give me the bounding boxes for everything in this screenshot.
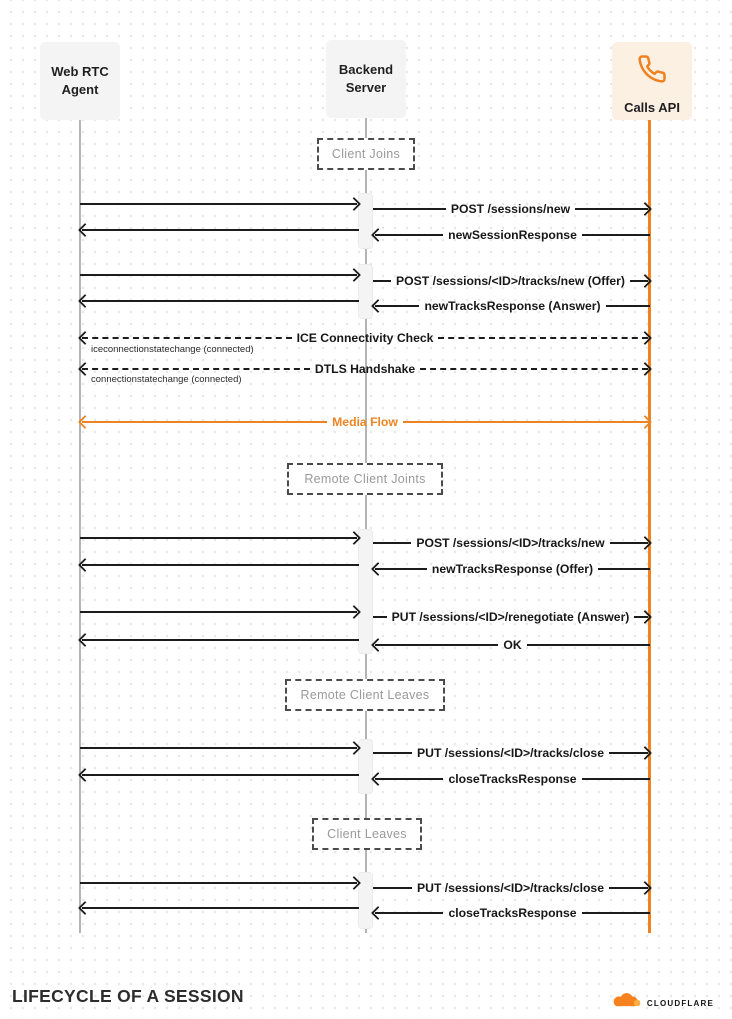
section-label: Client Leaves bbox=[327, 827, 407, 841]
msg-backend-to-agent bbox=[80, 220, 359, 240]
message-line bbox=[598, 568, 650, 570]
message-line bbox=[438, 337, 648, 339]
msg-post-sessions-new bbox=[373, 199, 650, 219]
message-line bbox=[82, 300, 359, 302]
message-line bbox=[82, 229, 359, 231]
message-label: PUT /sessions/<ID>/tracks/close bbox=[417, 745, 604, 760]
message-label: Media Flow bbox=[332, 414, 398, 429]
arrowhead-right-icon bbox=[347, 268, 361, 282]
message-line bbox=[373, 280, 391, 282]
message-line bbox=[82, 368, 310, 370]
message-label: OK bbox=[503, 637, 522, 652]
arrowhead-right-icon bbox=[638, 415, 652, 429]
message-line bbox=[80, 747, 357, 749]
activation-bar bbox=[358, 264, 373, 319]
message-line bbox=[82, 774, 359, 776]
arrowhead-right-icon bbox=[638, 202, 652, 216]
msg-put-tracks-close bbox=[373, 743, 650, 763]
section-remote-client-leaves bbox=[285, 679, 445, 711]
msg-put-renegotiate-answer bbox=[373, 607, 650, 627]
message-line bbox=[582, 912, 650, 914]
section-label: Client Joins bbox=[331, 147, 401, 161]
msg-agent-to-backend bbox=[80, 528, 359, 548]
arrowhead-left-icon bbox=[371, 906, 385, 920]
arrowhead-right-icon bbox=[638, 331, 652, 345]
msg-media-flow bbox=[80, 412, 650, 432]
msg-ok bbox=[373, 635, 650, 655]
message-line bbox=[582, 778, 650, 780]
msg-backend-to-agent bbox=[80, 898, 359, 918]
message-line bbox=[420, 368, 648, 370]
arrowhead-left-icon bbox=[371, 299, 385, 313]
cloudflare-wordmark: CLOUDFLARE bbox=[646, 999, 714, 1008]
message-label: closeTracksResponse bbox=[448, 905, 577, 920]
message-line bbox=[373, 616, 387, 618]
actor-label: Web RTC Agent bbox=[51, 64, 109, 97]
message-label: closeTracksResponse bbox=[448, 771, 577, 786]
section-label: Remote Client Leaves bbox=[300, 688, 430, 702]
arrowhead-right-icon bbox=[347, 197, 361, 211]
arrowhead-left-icon bbox=[371, 562, 385, 576]
message-label: POST /sessions/new bbox=[450, 201, 571, 216]
message-line bbox=[373, 887, 412, 889]
message-label: POST /sessions/<ID>/tracks/new (Offer) bbox=[396, 273, 625, 288]
message-line bbox=[80, 537, 357, 539]
arrowhead-right-icon bbox=[347, 876, 361, 890]
arrowhead-left-icon bbox=[78, 415, 92, 429]
msg-agent-to-backend bbox=[80, 738, 359, 758]
arrowhead-left-icon bbox=[78, 768, 92, 782]
msg-backend-to-agent bbox=[80, 291, 359, 311]
actor-calls-api bbox=[612, 42, 692, 120]
arrowhead-left-icon bbox=[78, 633, 92, 647]
msg-new-tracks-response-answer bbox=[373, 296, 650, 316]
arrowhead-right-icon bbox=[347, 605, 361, 619]
actor-label: Backend Server bbox=[338, 62, 394, 95]
activation-bar bbox=[358, 529, 373, 654]
activation-bar bbox=[358, 872, 373, 929]
section-remote-client-joints bbox=[287, 463, 443, 495]
message-line bbox=[582, 234, 650, 236]
message-line bbox=[606, 305, 650, 307]
arrowhead-right-icon bbox=[347, 531, 361, 545]
message-label: PUT /sessions/<ID>/tracks/close bbox=[417, 880, 604, 895]
msg-new-tracks-response-offer bbox=[373, 559, 650, 579]
message-line bbox=[403, 421, 648, 423]
section-client-leaves bbox=[312, 818, 422, 850]
note-connectionstatechange: connectionstatechange (connected) bbox=[91, 374, 242, 385]
msg-agent-to-backend bbox=[80, 602, 359, 622]
msg-backend-to-agent bbox=[80, 555, 359, 575]
message-line bbox=[373, 208, 446, 210]
message-line bbox=[82, 564, 359, 566]
actor-backend-server bbox=[326, 40, 406, 118]
message-line bbox=[82, 907, 359, 909]
phone-icon bbox=[637, 54, 667, 89]
message-line bbox=[373, 752, 412, 754]
msg-close-tracks-response bbox=[373, 903, 650, 923]
msg-post-tracks-new-offer bbox=[373, 271, 650, 291]
arrowhead-right-icon bbox=[347, 741, 361, 755]
actor-label: Calls API bbox=[624, 99, 680, 115]
msg-new-session-response bbox=[373, 225, 650, 245]
arrowhead-right-icon bbox=[638, 881, 652, 895]
message-label: ICE Connectivity Check bbox=[296, 330, 434, 345]
arrowhead-right-icon bbox=[638, 362, 652, 376]
message-line bbox=[80, 882, 357, 884]
arrowhead-right-icon bbox=[638, 746, 652, 760]
arrowhead-right-icon bbox=[638, 274, 652, 288]
message-line bbox=[82, 639, 359, 641]
message-label: newSessionResponse bbox=[448, 227, 577, 242]
message-line bbox=[375, 644, 498, 646]
message-line bbox=[82, 337, 292, 339]
msg-backend-to-agent bbox=[80, 765, 359, 785]
arrowhead-right-icon bbox=[638, 610, 652, 624]
message-label: PUT /sessions/<ID>/renegotiate (Answer) bbox=[391, 609, 630, 624]
message-label: newTracksResponse (Offer) bbox=[431, 561, 594, 576]
note-iceconnectionstatechange: iceconnectionstatechange (connected) bbox=[91, 344, 254, 355]
arrowhead-left-icon bbox=[371, 638, 385, 652]
lifeline-webrtc-agent bbox=[79, 120, 81, 933]
msg-post-tracks-new bbox=[373, 533, 650, 553]
message-line bbox=[80, 611, 357, 613]
arrowhead-right-icon bbox=[638, 536, 652, 550]
arrowhead-left-icon bbox=[78, 331, 92, 345]
arrowhead-left-icon bbox=[371, 228, 385, 242]
message-line bbox=[375, 912, 443, 914]
message-line bbox=[80, 274, 357, 276]
section-label: Remote Client Joints bbox=[304, 472, 426, 486]
message-label: POST /sessions/<ID>/tracks/new bbox=[416, 535, 605, 550]
message-line bbox=[527, 644, 650, 646]
msg-close-tracks-response bbox=[373, 769, 650, 789]
msg-agent-to-backend bbox=[80, 265, 359, 285]
message-line bbox=[373, 542, 411, 544]
message-label: newTracksResponse (Answer) bbox=[424, 298, 601, 313]
message-line bbox=[82, 421, 327, 423]
message-line bbox=[80, 203, 357, 205]
msg-agent-to-backend bbox=[80, 873, 359, 893]
msg-agent-to-backend bbox=[80, 194, 359, 214]
cloudflare-cloud-icon bbox=[609, 992, 643, 1015]
arrowhead-left-icon bbox=[78, 901, 92, 915]
arrowhead-left-icon bbox=[371, 772, 385, 786]
msg-put-tracks-close bbox=[373, 878, 650, 898]
page-title: LIFECYCLE OF A SESSION bbox=[12, 986, 244, 1006]
msg-backend-to-agent bbox=[80, 630, 359, 650]
section-client-joins bbox=[317, 138, 415, 170]
message-label: DTLS Handshake bbox=[314, 361, 416, 376]
message-line bbox=[375, 234, 443, 236]
message-line bbox=[375, 778, 443, 780]
actor-webrtc-agent bbox=[40, 42, 120, 120]
arrowhead-left-icon bbox=[78, 294, 92, 308]
cloudflare-logo bbox=[609, 992, 714, 1015]
arrowhead-left-icon bbox=[78, 362, 92, 376]
activation-bar bbox=[358, 193, 373, 249]
arrowhead-left-icon bbox=[78, 223, 92, 237]
arrowhead-left-icon bbox=[78, 558, 92, 572]
